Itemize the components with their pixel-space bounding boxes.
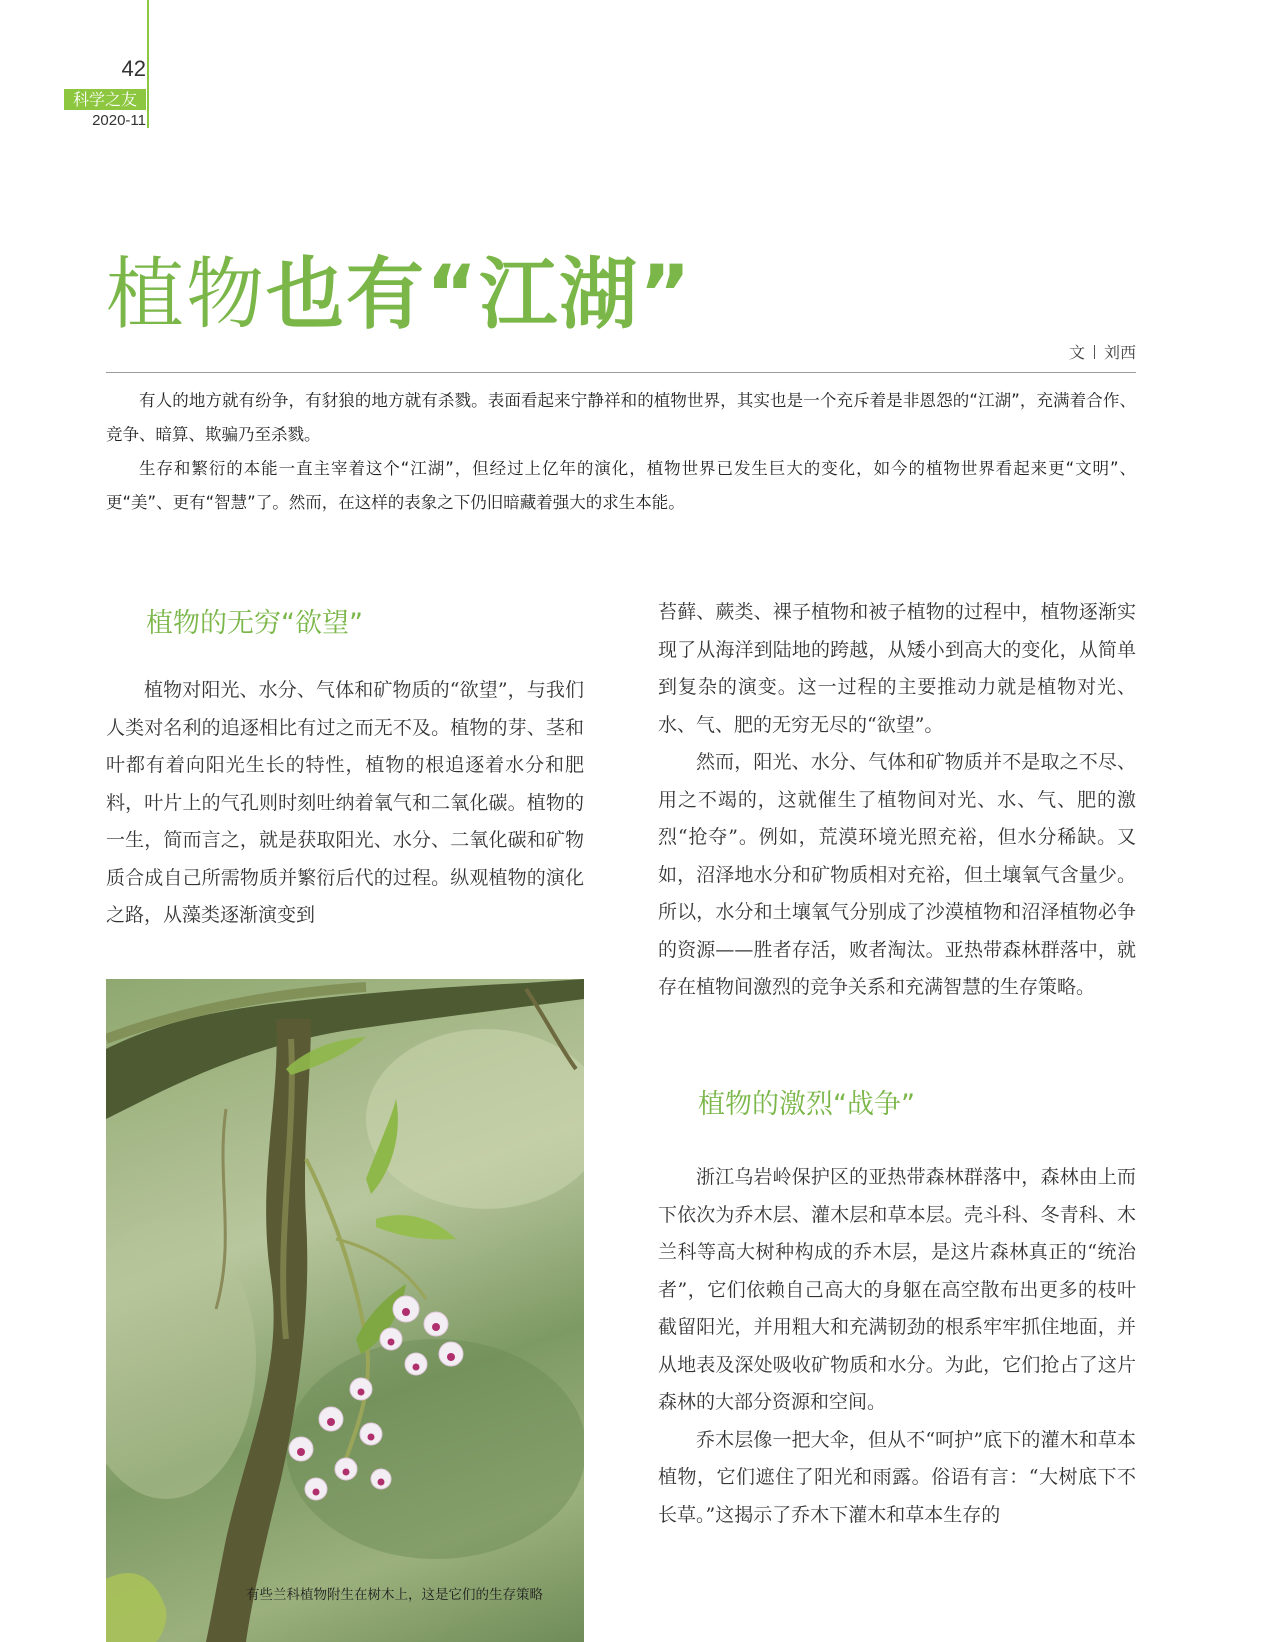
author-name: 刘西 [1103, 343, 1136, 362]
body-paragraph: 植物对阳光、水分、气体和矿物质的“欲望”，与我们人类对名利的追逐相比有过之而无不及。植物的芽、茎和叶都有着向阳光生长的特性，植物的根追逐着水分和肥料，叶片上的气孔则时刻吐纳着氧气和二氧化碳。植物的一生，简而言之，就是获取阳光、水分、二氧化碳和矿物质合成自己所需物质并繁衍后代的过程。纵观植物的演化之路，从藻类逐渐演变到 [106, 679, 584, 926]
body-paragraph: 乔木层像一把大伞，但从不“呵护”底下的灌木和草本植物，它们遮住了阳光和雨露。俗语有言：“大树底下不长草。”这揭示了乔木下灌木和草本生存的 [658, 1428, 1136, 1526]
intro-paragraph: 有人的地方就有纷争，有豺狼的地方就有杀戮。表面看起来宁静祥和的植物世界，其实也是一个充斥着是非恩怨的“江湖”，充满着合作、竞争、暗算、欺骗乃至杀戮。 [106, 391, 1136, 444]
issue-date: 2020-11 [92, 112, 146, 129]
article-intro [106, 384, 1136, 520]
left-column-text [106, 672, 584, 935]
orchid-illustration [106, 979, 584, 1642]
body-paragraph-continued: 苔藓、蕨类、裸子植物和被子植物的过程中，植物逐渐实现了从海洋到陆地的跨越，从矮小到高大的变化，从简单到复杂的演变。这一过程的主要推动力就是植物对光、水、气、肥的无穷无尽的“欲望”。 [658, 601, 1136, 736]
right-column-text-top [658, 594, 1136, 1007]
right-column-text-bottom [658, 1159, 1136, 1534]
magazine-name-badge: 科学之友 [64, 89, 146, 110]
intro-paragraph: 生存和繁衍的本能一直主宰着这个“江湖”，但经过上亿年的演化，植物世界已发生巨大的变化，如今的植物世界看起来更“文明”、更“美”、更有“智慧”了。然而，在这样的表象之下仍旧暗藏着强大的求生本能。 [106, 459, 1136, 512]
title-rule [106, 372, 1136, 373]
body-paragraph: 然而，阳光、水分、气体和矿物质并不是取之不尽、用之不竭的，这就催生了植物间对光、水、气、肥的激烈“抢夺”。例如，荒漠环境光照充裕，但水分稀缺。又如，沼泽地水分和矿物质相对充裕，但土壤氧气含量少。所以，水分和土壤氧气分别成了沙漠植物和沼泽植物必争的资源——胜者存活，败者淘汰。亚热带森林群落中，就存在植物间激烈的竞争关系和充满智慧的生存策略。 [658, 751, 1136, 998]
article-title-part-2: 也有“江湖” [266, 250, 693, 340]
photo-caption: 有些兰科植物附生在树木上，这是它们的生存策略 [246, 1587, 543, 1603]
header-divider-line [147, 0, 149, 128]
page-number: 42 [121, 56, 146, 81]
section-heading-war: 植物的激烈“战争” [698, 1089, 915, 1120]
section-heading-desire: 植物的无穷“欲望” [146, 608, 363, 639]
byline-separator [1094, 345, 1095, 359]
orchid-photo [106, 979, 584, 1642]
byline-prefix: 文 [1068, 343, 1085, 362]
article-title [106, 250, 693, 340]
body-paragraph: 浙江乌岩岭保护区的亚热带森林群落中，森林由上而下依次为乔木层、灌木层和草本层。壳斗科、冬青科、木兰科等高大树种构成的乔木层，是这片森林真正的“统治者”，它们依赖自己高大的身躯在高空散布出更多的枝叶截留阳光，并用粗大和充满韧劲的根系牢牢抓住地面，并从地表及深处吸收矿物质和水分。为此，它们抢占了这片森林的大部分资源和空间。 [658, 1166, 1136, 1413]
byline [1069, 340, 1136, 363]
article-title-part-1: 植物 [106, 250, 267, 340]
